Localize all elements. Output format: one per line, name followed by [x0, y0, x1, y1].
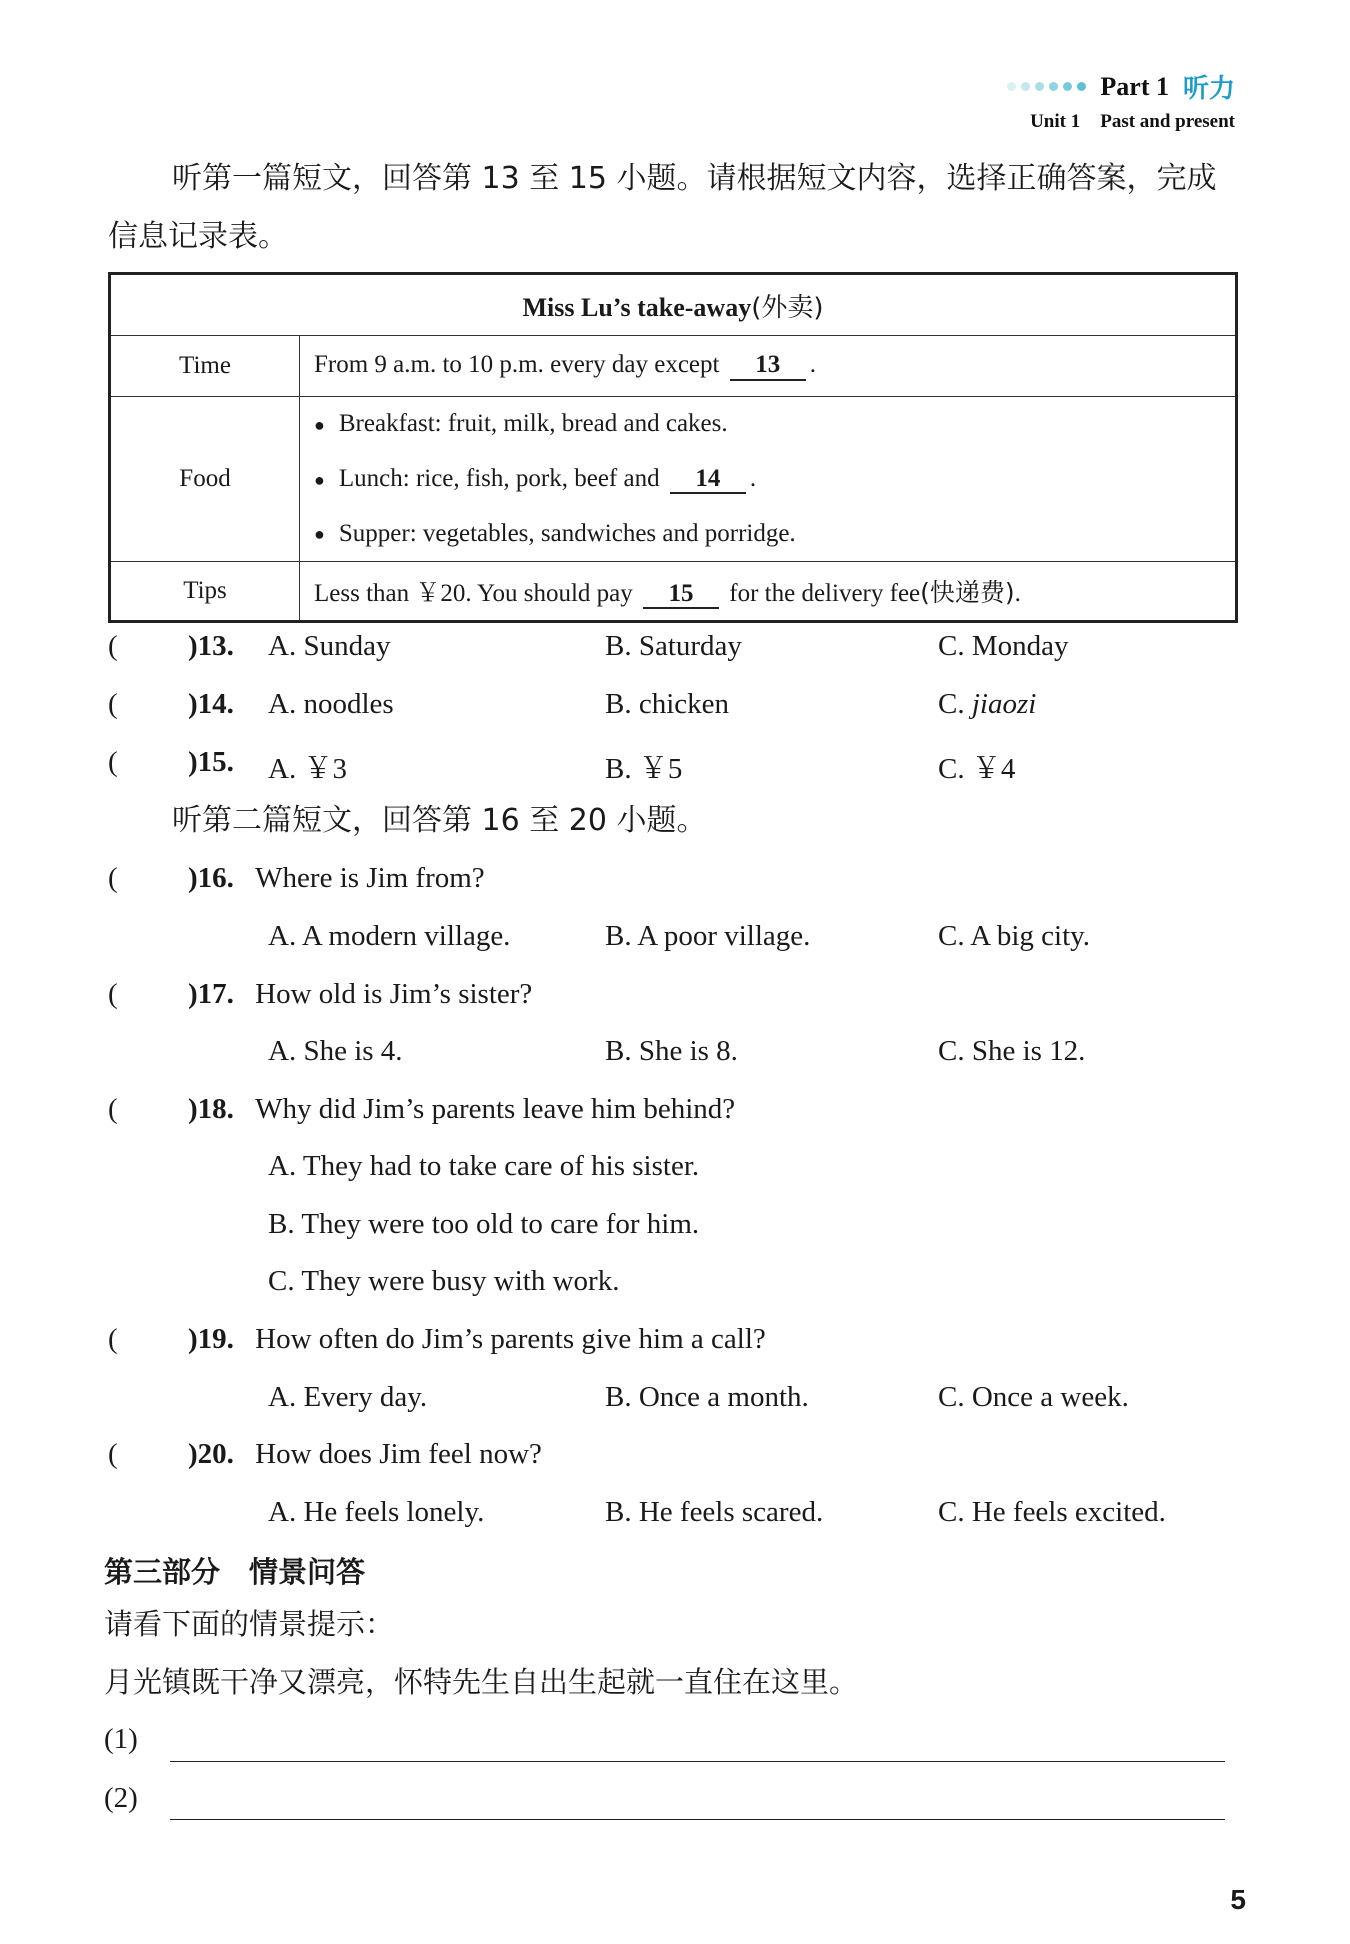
option-a[interactable]: A. ￥3 [268, 753, 347, 785]
question-text: Why did Jim’s parents leave him behind? [255, 1093, 736, 1125]
option-b[interactable]: B. Once a month. [605, 1381, 809, 1413]
part-label-cn: 听力 [1182, 74, 1235, 104]
option-c[interactable]: C. He feels excited. [938, 1496, 1166, 1528]
answer-bracket[interactable]: ( [108, 1093, 118, 1125]
option-c[interactable]: C. jiaozi [938, 688, 1037, 720]
prompt-text: 月光镇既干净又漂亮，怀特先生自出生起就一直住在这里。 [104, 1665, 859, 1699]
table-row [110, 562, 1237, 622]
row-value-time: From 9 a.m. to 10 p.m. every day except 13 . [300, 336, 1237, 397]
answer-bracket[interactable]: ( [108, 978, 118, 1010]
list-item: ● Lunch: rice, fish, pork, beef and 14 . [314, 452, 1221, 507]
info-record-table [108, 272, 1238, 623]
answer-bracket[interactable]: ( [108, 1323, 118, 1355]
passage1-instructions: 听第一篇短文，回答第 13 至 15 小题。请根据短文内容，选择正确答案，完成信息记录表。 [108, 161, 1217, 254]
row-label-time: Time [110, 336, 300, 397]
option-a[interactable]: A. Every day. [268, 1381, 428, 1413]
option-c[interactable]: C. She is 12. [938, 1035, 1086, 1067]
option-a[interactable]: A. He feels lonely. [268, 1496, 485, 1528]
table-row [110, 336, 1237, 397]
option-b[interactable]: B. They were too old to care for him. [268, 1208, 700, 1240]
option-b[interactable]: B. He feels scared. [605, 1496, 824, 1528]
question-text: How does Jim feel now? [255, 1438, 542, 1470]
option-a[interactable]: A. Sunday [268, 630, 391, 662]
prompt-label: 请看下面的情景提示： [104, 1607, 395, 1641]
answer-bracket[interactable]: ( [108, 630, 118, 662]
blank-13[interactable]: 13 [730, 352, 806, 380]
answer-bracket[interactable]: ( [108, 746, 118, 778]
question-16: ( )16. Where is Jim from? [108, 862, 485, 894]
page-header [1007, 68, 1235, 133]
question-text: How old is Jim’s sister? [255, 978, 533, 1010]
option-c[interactable]: C. A big city. [938, 920, 1090, 952]
page-number: 5 [1230, 1884, 1246, 1915]
option-a[interactable]: A. They had to take care of his sister. [268, 1150, 700, 1182]
question-13: ( )13. [108, 630, 234, 662]
question-text: Where is Jim from? [255, 862, 485, 894]
answer-bracket[interactable]: ( [108, 688, 118, 720]
part-label: Part 1 [1100, 71, 1169, 101]
list-item: ● Supper: vegetables, sandwiches and porridge. [314, 519, 796, 547]
answer-bracket[interactable]: ( [108, 862, 118, 894]
option-b[interactable]: B. chicken [605, 688, 730, 720]
table-title: Miss Lu’s take-away(外卖) [110, 274, 1237, 336]
question-14: ( )14. [108, 688, 234, 720]
option-b[interactable]: B. Saturday [605, 630, 742, 662]
question-text: How often do Jim’s parents give him a call? [255, 1323, 766, 1355]
blank-14[interactable]: 14 [670, 466, 746, 494]
option-c[interactable]: C. Monday [938, 630, 1069, 662]
question-19: ( )19. How often do Jim’s parents give him a call? [108, 1323, 766, 1355]
unit-label: Unit 1 [1030, 111, 1081, 132]
option-c[interactable]: C. ￥4 [938, 753, 1016, 785]
option-a[interactable]: A. A modern village. [268, 920, 511, 952]
answer-bracket[interactable]: ( [108, 1438, 118, 1470]
question-20: ( )20. How does Jim feel now? [108, 1438, 542, 1470]
answer-line-1[interactable] [170, 1760, 1225, 1762]
option-c[interactable]: C. They were busy with work. [268, 1265, 620, 1297]
option-a[interactable]: A. noodles [268, 688, 394, 720]
answer-label-2: (2) [104, 1782, 138, 1814]
bullet-icon: ● [314, 469, 325, 490]
blank-15[interactable]: 15 [643, 581, 719, 609]
bullet-icon: ● [314, 524, 325, 545]
passage2-instructions: 听第二篇短文，回答第 16 至 20 小题。 [172, 803, 707, 838]
option-b[interactable]: B. ￥5 [605, 753, 683, 785]
row-value-food [300, 397, 1237, 562]
table-row [110, 397, 1237, 562]
answer-line-2[interactable] [170, 1818, 1225, 1820]
row-label-tips: Tips [110, 562, 300, 622]
row-label-food: Food [110, 397, 300, 562]
decorative-dots-icon [1007, 82, 1086, 91]
option-a[interactable]: A. She is 4. [268, 1035, 403, 1067]
list-item: ● Breakfast: fruit, milk, bread and cakes. [314, 410, 728, 437]
question-18: ( )18. Why did Jim’s parents leave him behind? [108, 1093, 736, 1125]
unit-title: Past and present [1100, 111, 1235, 132]
row-value-tips: Less than ￥20. You should pay 15 for the delivery fee(快递费). [300, 562, 1237, 622]
option-b[interactable]: B. She is 8. [605, 1035, 738, 1067]
question-17: ( )17. How old is Jim’s sister? [108, 978, 533, 1010]
option-c[interactable]: C. Once a week. [938, 1381, 1129, 1413]
section-title: 第三部分 情景问答 [104, 1555, 366, 1589]
option-b[interactable]: B. A poor village. [605, 920, 811, 952]
bullet-icon: ● [314, 414, 325, 435]
answer-label-1: (1) [104, 1723, 138, 1755]
question-15: ( )15. [108, 746, 234, 778]
